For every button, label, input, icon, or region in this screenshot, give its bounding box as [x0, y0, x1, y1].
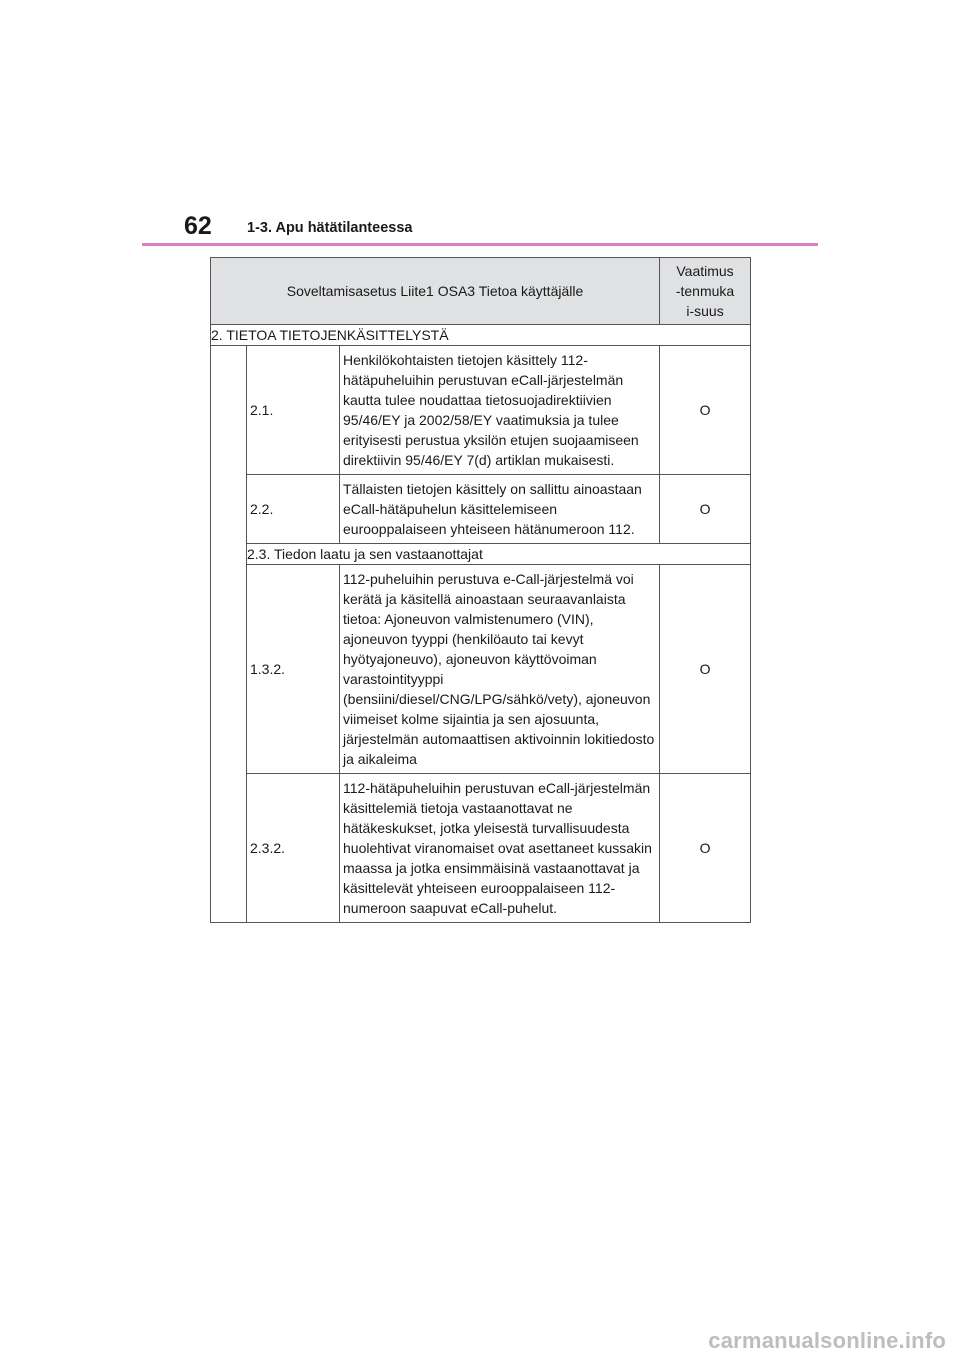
row-number: 2.2.: [247, 475, 340, 544]
watermark-link[interactable]: carmanualsonline.info: [708, 1328, 946, 1353]
section-heading: 2. TIETOA TIETOJENKÄSITTELYSTÄ: [211, 325, 751, 346]
section-row: [211, 325, 751, 346]
row-description: Henkilökohtaisten tietojen käsittely 112-hätäpuheluihin perustuvan eCall-järjestelmän kautta tulee noudattaa tietosuojadirektiivien 95/46/EY ja 2002/58/EY vaatimuksia ja tulee erityisesti perustua yksilön etujen suojaamiseen direktiivin 95/46/EY 7(d) artiklan mukaisesti.: [340, 346, 660, 475]
row-compliance: O: [660, 475, 751, 544]
indent-cell: [211, 346, 247, 923]
row-compliance: O: [660, 565, 751, 774]
subsection-row: [211, 544, 751, 565]
section-title: 1-3. Apu hätätilanteessa: [247, 220, 413, 236]
regulation-table: [210, 257, 751, 923]
row-number: 2.3.2.: [247, 774, 340, 923]
table-row: [211, 565, 751, 774]
row-description: 112-puheluihin perustuva e-Call-järjestelmä voi kerätä ja käsitellä ainoastaan seuraavanlaista tietoa: Ajoneuvon valmistenumero (VIN), ajoneuvon tyyppi (henkilöauto tai kevyt hyötyajoneuvo), ajoneuvon käyttövoiman varastointityyppi (bensiini/diesel/CNG/LPG/sähkö/vety), ajoneuvon viimeiset kolme sijaintia ja sen ajosuunta, järjestelmän automaattisen aktivoinnin lokitiedosto ja aikaleima: [340, 565, 660, 774]
table-row: [211, 346, 751, 475]
table-header-title: Soveltamisasetus Liite1 OSA3 Tietoa käyttäjälle: [211, 258, 660, 325]
table-header-row: [211, 258, 751, 325]
row-number: 2.1.: [247, 346, 340, 475]
subsection-heading: 2.3. Tiedon laatu ja sen vastaanottajat: [247, 544, 751, 565]
header-rule: [142, 243, 818, 246]
table-row: [211, 475, 751, 544]
row-description: 112-hätäpuheluihin perustuvan eCall-järjestelmän käsittelemiä tietoja vastaanottavat ne hätäkeskukset, jotka yleisestä turvallisuudesta huolehtivat viranomaiset ovat asettaneet kussakin maassa ja jotka ensimmäisinä vastaanottavat ja käsittelevät yhteiseen eurooppalaiseen 112-numeroon saapuvat eCall-puhelut.: [340, 774, 660, 923]
row-description: Tällaisten tietojen käsittely on sallittu ainoastaan eCall-hätäpuhelun käsittelemiseen eurooppalaiseen yhteiseen hätänumeroon 112.: [340, 475, 660, 544]
row-compliance: O: [660, 346, 751, 475]
table-row: [211, 774, 751, 923]
page-number: 62: [184, 212, 212, 240]
row-compliance: O: [660, 774, 751, 923]
compliance-header-text: Vaatimus-tenmukai-suus: [675, 263, 735, 319]
table-header-compliance: [660, 258, 751, 325]
row-number: 1.3.2.: [247, 565, 340, 774]
